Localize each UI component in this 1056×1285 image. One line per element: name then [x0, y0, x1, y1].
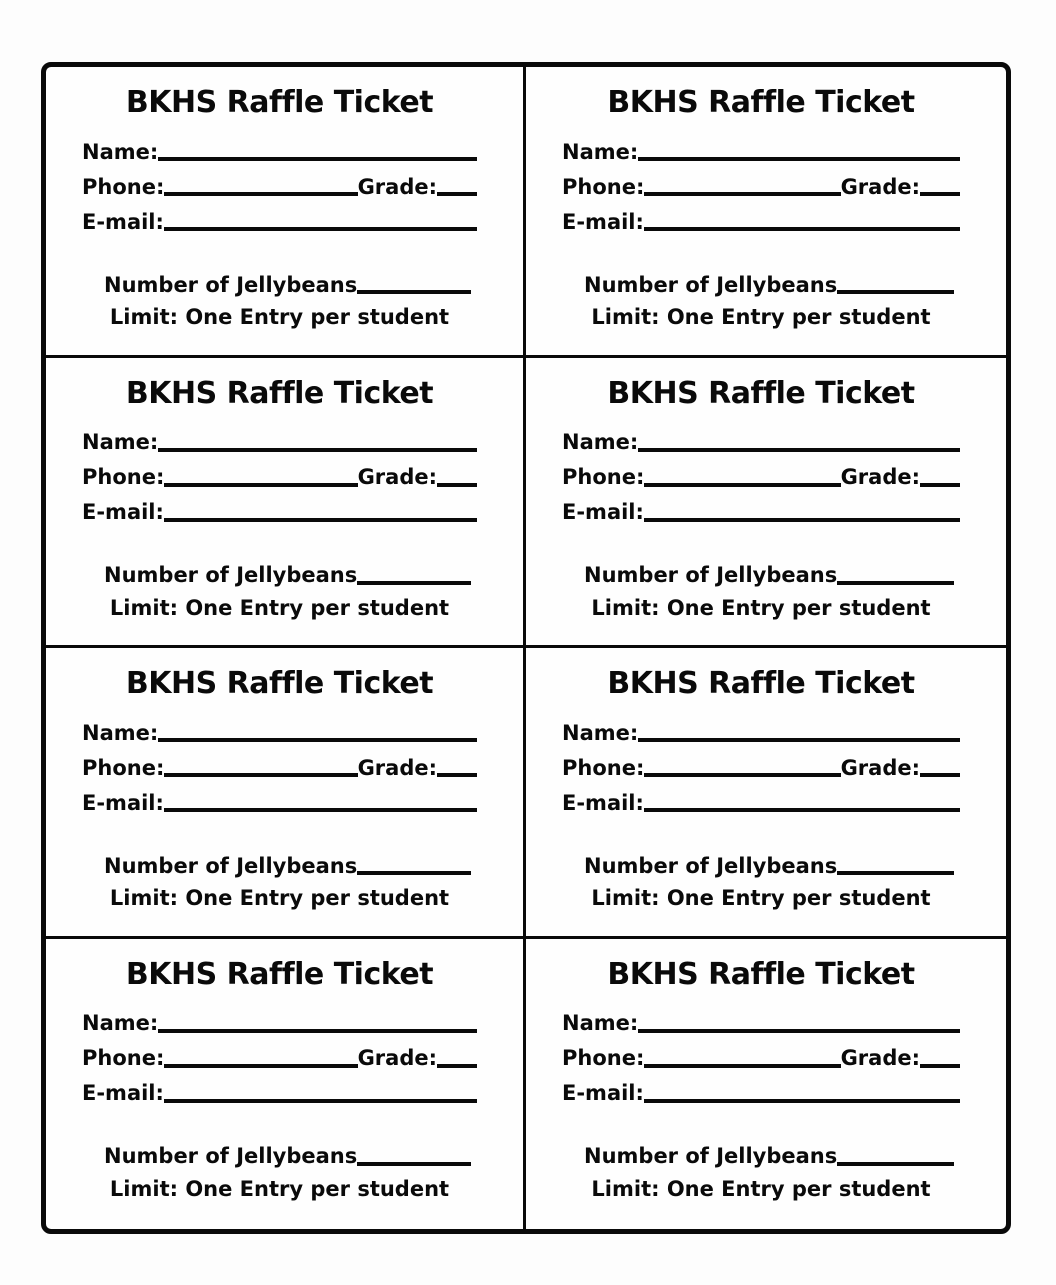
- grade-blank-line: [920, 483, 960, 487]
- phone-grade-field-row: [562, 745, 960, 780]
- phone-label: Phone:: [562, 755, 645, 780]
- grade-label: Grade:: [840, 465, 920, 490]
- phone-grade-field-row: [82, 455, 477, 490]
- email-blank-line: [164, 518, 477, 522]
- ticket-grid: [41, 62, 1011, 1234]
- jellybeans-blank-line: [357, 581, 471, 585]
- name-blank-line: [638, 448, 960, 452]
- ticket-title: BKHS Raffle Ticket: [607, 956, 915, 992]
- email-field-row: [82, 199, 477, 234]
- raffle-ticket: [46, 358, 526, 649]
- jellybeans-blank-line: [837, 1162, 954, 1166]
- phone-blank-line: [164, 192, 357, 196]
- raffle-ticket: [46, 67, 526, 358]
- jellybeans-field-row: [562, 553, 960, 588]
- email-label: E-mail:: [82, 1081, 164, 1106]
- entry-limit-note: Limit: One Entry per student: [591, 595, 931, 620]
- jellybeans-field-row: [562, 843, 960, 878]
- phone-label: Phone:: [82, 755, 165, 780]
- ticket-title: BKHS Raffle Ticket: [125, 85, 434, 120]
- jellybeans-label: Number of Jellybeans: [104, 1144, 358, 1169]
- raffle-ticket: [526, 939, 1006, 1230]
- jellybeans-blank-line: [837, 871, 954, 875]
- phone-blank-line: [644, 773, 840, 777]
- entry-limit-note: Limit: One Entry per student: [109, 305, 450, 329]
- email-blank-line: [164, 227, 477, 231]
- jellybeans-field-row: [82, 843, 477, 878]
- raffle-ticket: [46, 939, 526, 1230]
- name-field-row: [562, 710, 960, 745]
- name-field-row: [82, 129, 477, 164]
- grade-blank-line: [920, 1064, 960, 1068]
- name-field-row: [562, 129, 960, 164]
- jellybeans-field-row: [562, 262, 960, 297]
- jellybeans-label: Number of Jellybeans: [584, 563, 838, 588]
- raffle-ticket: [526, 358, 1006, 649]
- grade-blank-line: [920, 773, 960, 777]
- name-field-row: [82, 420, 477, 455]
- ticket-title: BKHS Raffle Ticket: [607, 85, 915, 120]
- email-label: E-mail:: [562, 1081, 644, 1106]
- grade-label: Grade:: [357, 755, 437, 780]
- ticket-title: BKHS Raffle Ticket: [125, 666, 434, 701]
- ticket-title: BKHS Raffle Ticket: [607, 666, 915, 701]
- entry-limit-note: Limit: One Entry per student: [591, 1176, 931, 1201]
- name-label: Name:: [562, 139, 639, 164]
- entry-limit-note: Limit: One Entry per student: [109, 595, 450, 620]
- name-field-row: [82, 710, 477, 745]
- phone-blank-line: [644, 483, 840, 487]
- name-label: Name:: [562, 430, 639, 455]
- grade-label: Grade:: [357, 174, 437, 199]
- phone-label: Phone:: [562, 1046, 645, 1071]
- email-label: E-mail:: [562, 209, 644, 234]
- name-label: Name:: [82, 430, 159, 455]
- jellybeans-field-row: [82, 1134, 477, 1169]
- jellybeans-field-row: [82, 262, 477, 297]
- grade-blank-line: [437, 483, 477, 487]
- email-field-row: [82, 490, 477, 525]
- phone-label: Phone:: [562, 465, 645, 490]
- entry-limit-note: Limit: One Entry per student: [109, 886, 450, 910]
- email-label: E-mail:: [82, 209, 164, 234]
- name-label: Name:: [82, 720, 159, 745]
- phone-blank-line: [164, 773, 357, 777]
- phone-grade-field-row: [562, 164, 960, 199]
- ticket-title: BKHS Raffle Ticket: [607, 375, 915, 411]
- jellybeans-blank-line: [837, 581, 954, 585]
- name-blank-line: [158, 738, 477, 742]
- email-field-row: [82, 1071, 477, 1106]
- name-field-row: [562, 420, 960, 455]
- email-field-row: [82, 780, 477, 815]
- email-label: E-mail:: [82, 500, 164, 525]
- jellybeans-label: Number of Jellybeans: [104, 853, 358, 878]
- entry-limit-note: Limit: One Entry per student: [591, 886, 931, 910]
- phone-label: Phone:: [82, 174, 165, 199]
- name-label: Name:: [82, 1011, 159, 1036]
- jellybeans-field-row: [82, 553, 477, 588]
- grade-blank-line: [437, 773, 477, 777]
- jellybeans-label: Number of Jellybeans: [584, 272, 838, 297]
- phone-label: Phone:: [562, 174, 645, 199]
- phone-grade-field-row: [82, 1036, 477, 1071]
- email-label: E-mail:: [82, 790, 164, 815]
- jellybeans-blank-line: [357, 1162, 471, 1166]
- jellybeans-field-row: [562, 1134, 960, 1169]
- email-blank-line: [644, 518, 960, 522]
- phone-blank-line: [164, 1064, 357, 1068]
- name-field-row: [562, 1001, 960, 1036]
- grade-label: Grade:: [840, 1046, 920, 1071]
- name-blank-line: [158, 1029, 477, 1033]
- email-blank-line: [644, 1099, 960, 1103]
- phone-grade-field-row: [562, 455, 960, 490]
- email-blank-line: [644, 808, 960, 812]
- grade-label: Grade:: [357, 465, 437, 490]
- phone-grade-field-row: [82, 164, 477, 199]
- jellybeans-label: Number of Jellybeans: [104, 272, 358, 297]
- ticket-title: BKHS Raffle Ticket: [125, 956, 434, 992]
- name-label: Name:: [562, 1011, 639, 1036]
- email-blank-line: [164, 808, 477, 812]
- phone-blank-line: [644, 192, 840, 196]
- email-label: E-mail:: [562, 500, 644, 525]
- grade-label: Grade:: [357, 1046, 437, 1071]
- phone-label: Phone:: [82, 1046, 165, 1071]
- email-label: E-mail:: [562, 790, 644, 815]
- raffle-ticket: [526, 648, 1006, 939]
- entry-limit-note: Limit: One Entry per student: [591, 305, 931, 329]
- name-field-row: [82, 1001, 477, 1036]
- grade-blank-line: [920, 192, 960, 196]
- email-blank-line: [164, 1099, 477, 1103]
- grade-label: Grade:: [840, 174, 920, 199]
- grade-blank-line: [437, 192, 477, 196]
- jellybeans-label: Number of Jellybeans: [584, 1144, 838, 1169]
- jellybeans-label: Number of Jellybeans: [584, 853, 838, 878]
- name-blank-line: [638, 1029, 960, 1033]
- name-blank-line: [158, 448, 477, 452]
- email-field-row: [562, 1071, 960, 1106]
- email-field-row: [562, 780, 960, 815]
- name-blank-line: [158, 157, 477, 161]
- name-blank-line: [638, 157, 960, 161]
- name-label: Name:: [82, 139, 159, 164]
- grade-label: Grade:: [840, 755, 920, 780]
- raffle-ticket: [46, 648, 526, 939]
- grade-blank-line: [437, 1064, 477, 1068]
- phone-blank-line: [164, 483, 357, 487]
- jellybeans-blank-line: [357, 871, 471, 875]
- name-blank-line: [638, 738, 960, 742]
- email-field-row: [562, 199, 960, 234]
- phone-blank-line: [644, 1064, 840, 1068]
- jellybeans-blank-line: [837, 290, 954, 294]
- name-label: Name:: [562, 720, 639, 745]
- raffle-ticket: [526, 67, 1006, 358]
- phone-grade-field-row: [82, 745, 477, 780]
- ticket-title: BKHS Raffle Ticket: [125, 375, 434, 411]
- phone-label: Phone:: [82, 465, 165, 490]
- email-field-row: [562, 490, 960, 525]
- email-blank-line: [644, 227, 960, 231]
- jellybeans-blank-line: [357, 290, 471, 294]
- entry-limit-note: Limit: One Entry per student: [109, 1176, 450, 1201]
- phone-grade-field-row: [562, 1036, 960, 1071]
- jellybeans-label: Number of Jellybeans: [104, 563, 358, 588]
